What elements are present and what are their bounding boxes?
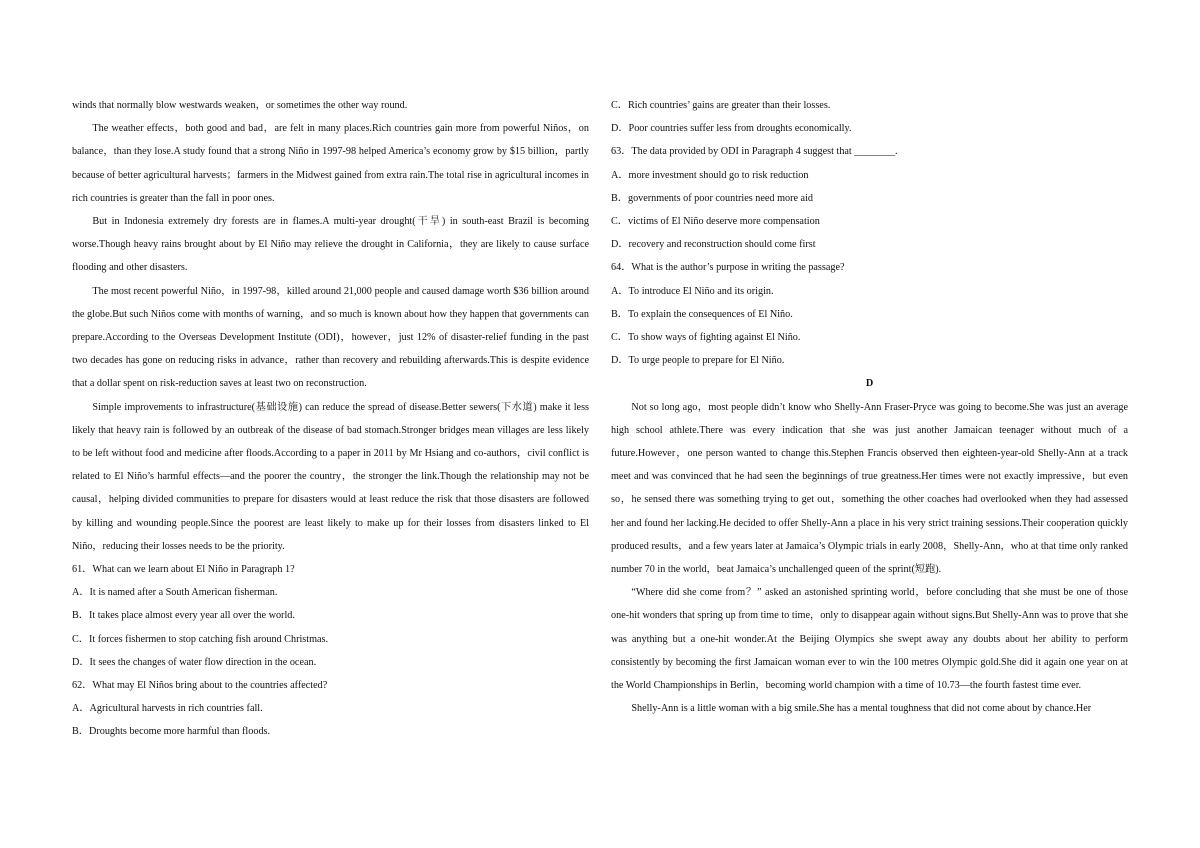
question-63-option-d: D．recovery and reconstruction should come first bbox=[611, 239, 816, 251]
left-paragraph-1: winds that normally blow westwards weaken，or sometimes the other way round. bbox=[72, 100, 408, 111]
question-63-option-b: B．governments of poor countries need more aid bbox=[611, 192, 813, 204]
left-paragraph-5: Simple improvements to infrastructure(基础设施) can reduce the spread of disease.Better sewers(下水道) make it less likely that heavy rain is followed by an outbreak of the disease of bad stomach.Stronger bridges mean villages are less likely to be left without food and medicine after floods.According to a paper in 2011 by Mr Hsiang and co-authors，civil conflict is related to El Niño’s harmful effects—and the poorer the country，the stronger the link.Though the relationship may not be causal，helping divided communities to prepare for disasters would at least reduce the risk that those disasters are followed by killing and wounding people.Since the poorest are least likely to make up for their losses from disasters linked to El Niño，reducing their losses needs to be the priority. bbox=[72, 401, 589, 552]
question-61-stem: 61．What can we learn about El Niño in Paragraph 1? bbox=[72, 564, 295, 576]
left-paragraph-3: But in Indonesia extremely dry forests are in flames.A multi-year drought(干旱) in south-east Brazil is becoming worse.Though heavy rains brought about by El Niño may relieve the drought in California，they are likely to cause surface flooding and other disasters. bbox=[72, 216, 589, 274]
question-63-option-a: A．more investment should go to risk reduction bbox=[611, 169, 809, 181]
question-64-stem: 64．What is the author’s purpose in writing the passage? bbox=[611, 262, 845, 274]
question-64-option-a: A．To introduce El Niño and its origin. bbox=[611, 285, 774, 297]
question-62-option-b: B．Droughts become more harmful than floods. bbox=[72, 726, 271, 738]
question-62-option-c: C．Rich countries’ gains are greater than their losses. bbox=[611, 100, 831, 111]
question-62-option-a: A．Agricultural harvests in rich countries fall. bbox=[72, 703, 263, 715]
question-64-option-b: B．To explain the consequences of El Niño. bbox=[611, 308, 793, 320]
left-column bbox=[72, 94, 589, 744]
passage-d-paragraph-3: Shelly-Ann is a little woman with a big smile.She has a mental toughness that did not come about by chance.Her bbox=[631, 703, 1092, 715]
question-64-option-d: D．To urge people to prepare for El Niño. bbox=[611, 355, 785, 367]
question-61-option-b: B．It takes place almost every year all over the world. bbox=[72, 610, 295, 622]
right-column bbox=[611, 94, 1128, 720]
passage-d-paragraph-2: “Where did she come from？” asked an astonished sprinting world，before concluding that she must be one of those one-hit wonders that spring up from time to time，only to disappear again without signs.But Shelly-Ann was to prove that she was anything but a one-hit wonder.At the Beijing Olympics she swept away any doubts about her ability to perform consistently by becoming the first Jamaican woman ever to win the 100 metres Olympic gold.She did it again one year on at the World Championships in Berlin，becoming world champion with a time of 10.73—the fourth fastest time ever. bbox=[611, 587, 1128, 692]
question-61-option-c: C．It forces fishermen to stop catching fish around Christmas. bbox=[72, 633, 329, 645]
passage-d-paragraph-1: Not so long ago，most people didn’t know who Shelly-Ann Fraser-Pryce was going to become.She was just an average high school athlete.There was every indication that she was just another Jamaican teenager without much of a future.However，one person wanted to change this.Stephen Francis observed then eighteen-year-old Shelly-Ann at a track meet and was convinced that he had seen the beginnings of true greatness.Her times were not exactly impressive，but even so，he sensed there was something trying to get out，something the other coaches had overlooked when they had assessed her and found her lacking.He decided to offer Shelly-Ann a place in his very strict training sessions.Their cooperation quickly produced results，and a few years later at Jamaica’s Olympic trials in early 2008，Shelly-Ann，who at that time only ranked number 70 in the world，beat Jamaica’s unchallenged queen of the sprint(短跑). bbox=[611, 401, 1128, 576]
question-64-option-c: C．To show ways of fighting against El Niño. bbox=[611, 332, 801, 344]
question-63-option-c: C．victims of El Niño deserve more compensation bbox=[611, 216, 820, 228]
question-62-option-d: D．Poor countries suffer less from droughts economically. bbox=[611, 123, 852, 135]
question-63-stem: 63．The data provided by ODI in Paragraph 4 suggest that ________. bbox=[611, 146, 898, 158]
question-62-stem: 62．What may El Niños bring about to the countries affected? bbox=[72, 680, 328, 692]
left-paragraph-2: The weather effects，both good and bad，are felt in many places.Rich countries gain more from powerful Niños，on balance，than they lose.A study found that a strong Niño in 1997-98 helped America’s economy grow by $15 billion，partly because of better agricultural harvests；farmers in the Midwest gained from extra rain.The total rise in agricultural incomes in rich countries is greater than the fall in poor ones. bbox=[72, 123, 589, 204]
section-heading-d: D bbox=[865, 378, 874, 390]
question-61-option-d: D．It sees the changes of water flow direction in the ocean. bbox=[72, 656, 317, 668]
left-paragraph-4: The most recent powerful Niño，in 1997-98，killed around 21,000 people and caused damage worth $36 billion around the globe.But such Niños come with months of warning，and so much is known about how they happen that governments can prepare.According to the Overseas Development Institute (ODI)，however，just 12% of disaster-relief funding in the past two decades has gone on reducing risks in advance，rather than recovery and rebuilding afterwards.This is despite evidence that a dollar spent on risk-reduction saves at least two on reconstruction. bbox=[72, 285, 589, 390]
question-61-option-a: A．It is named after a South American fisherman. bbox=[72, 587, 278, 599]
